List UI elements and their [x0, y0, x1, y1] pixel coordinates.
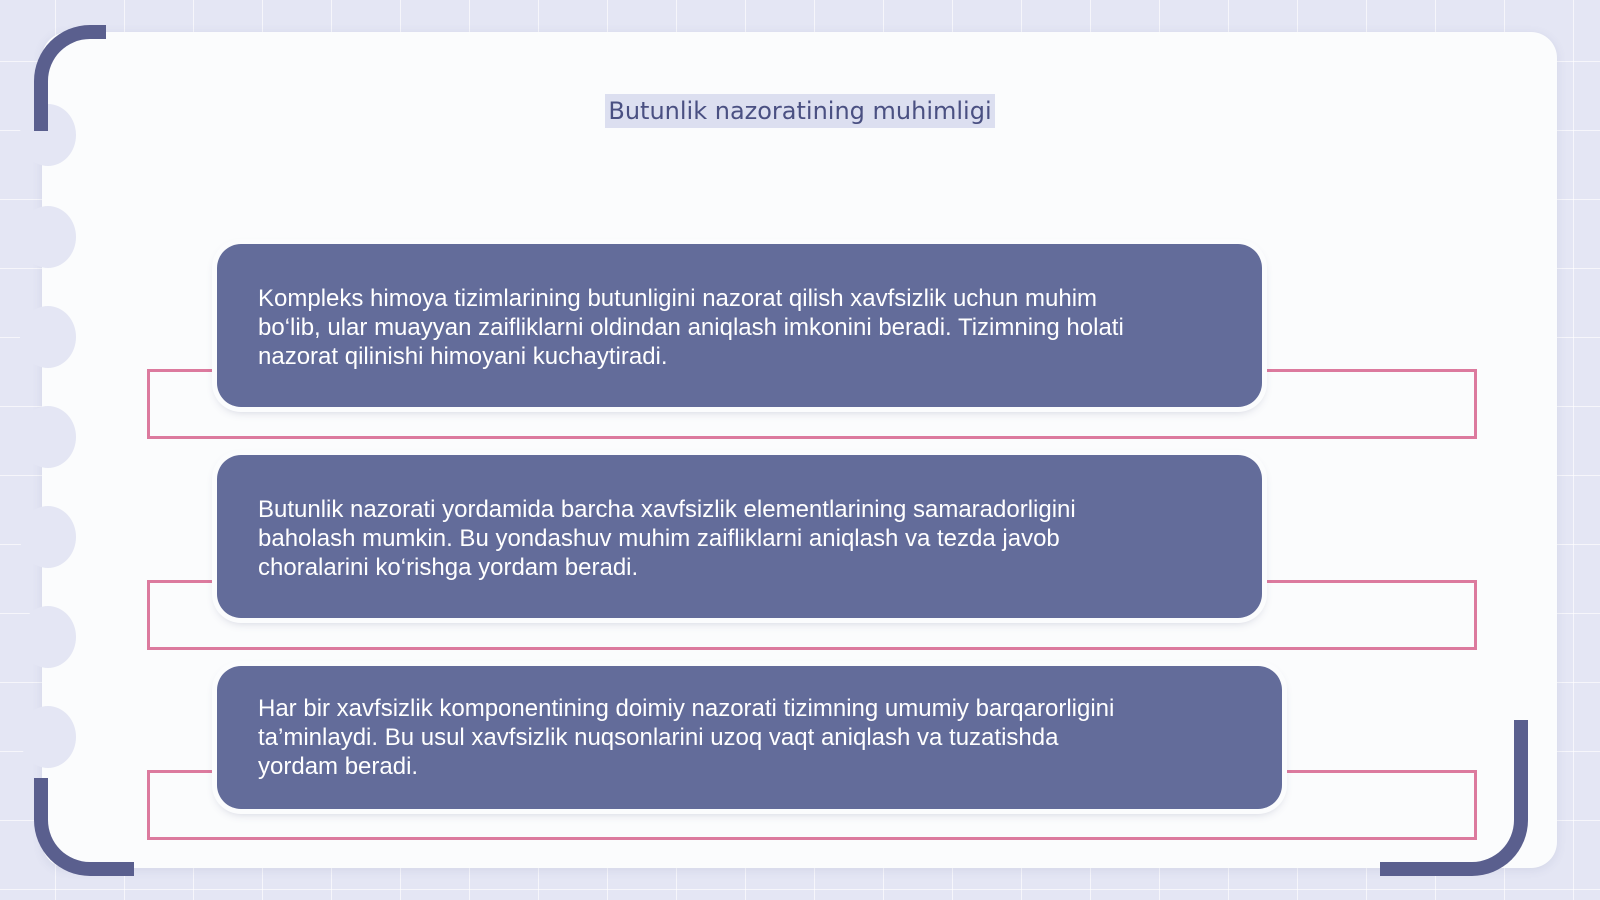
card-text-line: yordam beradi. [258, 753, 419, 780]
binder-notch [20, 206, 76, 268]
card-text [258, 284, 1124, 371]
card-text-line: bo‘lib, ular muayyan zaifliklarni oldindan aniqlash imkonini beradi. Tizimning holati [258, 314, 1124, 341]
card-text-line: choralarini ko‘rishga yordam beradi. [258, 554, 639, 581]
slide-title: Butunlik nazoratining muhimligi [605, 94, 994, 128]
card-text-line: nazorat qilinishi himoyani kuchaytiradi. [258, 343, 668, 370]
content-card [217, 244, 1262, 407]
binder-notch [20, 306, 76, 368]
title-row [0, 94, 1600, 128]
card-text-line: baholash mumkin. Bu yondashuv muhim zaifliklarni aniqlash va tezda javob [258, 525, 1060, 552]
card-text-line: Butunlik nazorati yordamida barcha xavfsizlik elementlarining samaradorligini [258, 496, 1076, 523]
card-text [258, 495, 1076, 582]
content-card [217, 455, 1262, 618]
card-text-line: Kompleks himoya tizimlarining butunligini nazorat qilish xavfsizlik uchun muhim [258, 285, 1098, 312]
corner-bracket-bottom-left [34, 778, 134, 876]
card-text-line: Har bir xavfsizlik komponentining doimiy nazorati tizimning umumiy barqarorligini [258, 695, 1115, 722]
binder-notch [20, 706, 76, 768]
content-card [217, 666, 1282, 809]
card-text-line: ta’minlaydi. Bu usul xavfsizlik nuqsonlarini uzoq vaqt aniqlash va tuzatishda [258, 724, 1059, 751]
binder-notch [20, 606, 76, 668]
card-text [258, 694, 1114, 781]
binder-notch [20, 506, 76, 568]
binder-notch [20, 406, 76, 468]
